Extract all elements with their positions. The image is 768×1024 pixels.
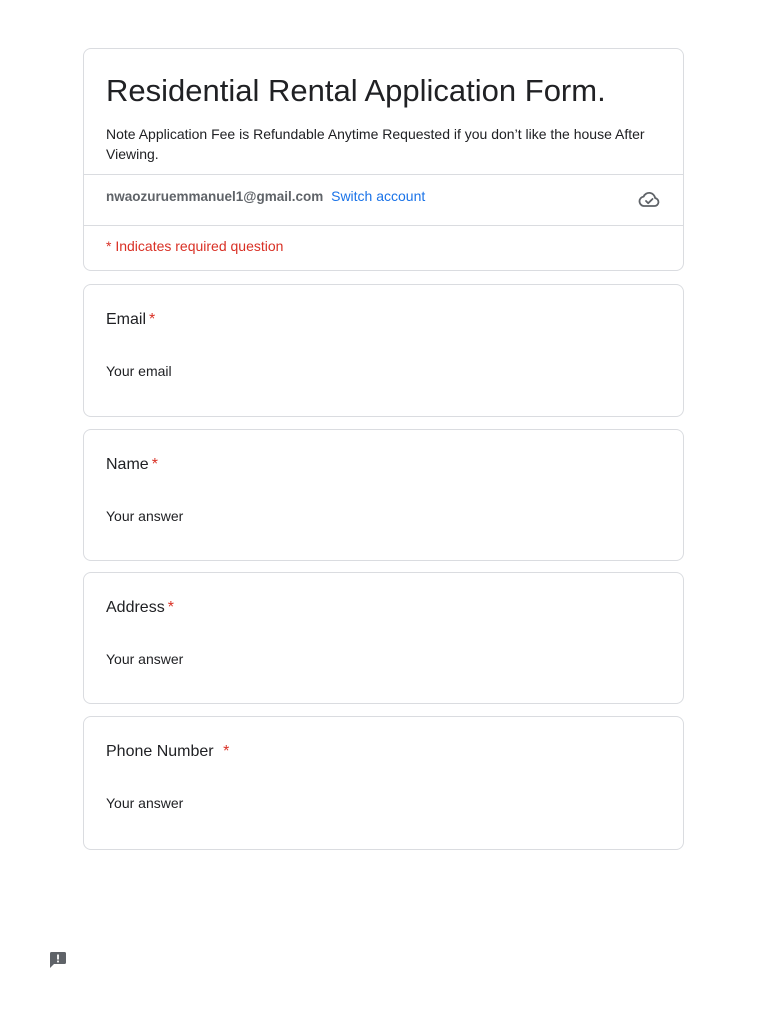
- email-input[interactable]: [106, 359, 356, 383]
- question-title: [106, 597, 174, 619]
- divider: [84, 174, 683, 175]
- phone-number-input[interactable]: [106, 791, 356, 815]
- form-description: Note Application Fee is Refundable Anytime Requested if you don’t like the house After Viewing.: [106, 126, 645, 162]
- address-input[interactable]: [106, 647, 356, 671]
- question-card-phone-number: [83, 716, 684, 850]
- question-title: [106, 454, 158, 476]
- question-title: [106, 309, 155, 331]
- question-label: Phone Number: [106, 743, 219, 760]
- required-asterisk: *: [151, 456, 158, 473]
- name-input[interactable]: [106, 504, 356, 528]
- question-title: [106, 741, 229, 763]
- question-card-name: [83, 429, 684, 561]
- cloud-saved-icon: [637, 187, 661, 211]
- required-asterisk: *: [149, 311, 156, 328]
- question-card-email: [83, 284, 684, 417]
- question-card-address: [83, 572, 684, 704]
- question-label: Name: [106, 456, 149, 473]
- required-asterisk: *: [223, 743, 230, 760]
- form-header-card: [83, 48, 684, 271]
- question-label: Address: [106, 599, 165, 616]
- account-email: nwaozuruemmanuel1@gmail.com: [106, 189, 324, 204]
- required-note: * Indicates required question: [106, 238, 284, 254]
- account-row: [106, 186, 425, 207]
- switch-account-link[interactable]: Switch account: [331, 188, 426, 204]
- question-label: Email: [106, 311, 147, 328]
- form-title: Residential Rental Application Form.: [106, 73, 606, 108]
- required-asterisk: *: [167, 599, 174, 616]
- feedback-icon[interactable]: [48, 950, 68, 970]
- divider: [84, 225, 683, 226]
